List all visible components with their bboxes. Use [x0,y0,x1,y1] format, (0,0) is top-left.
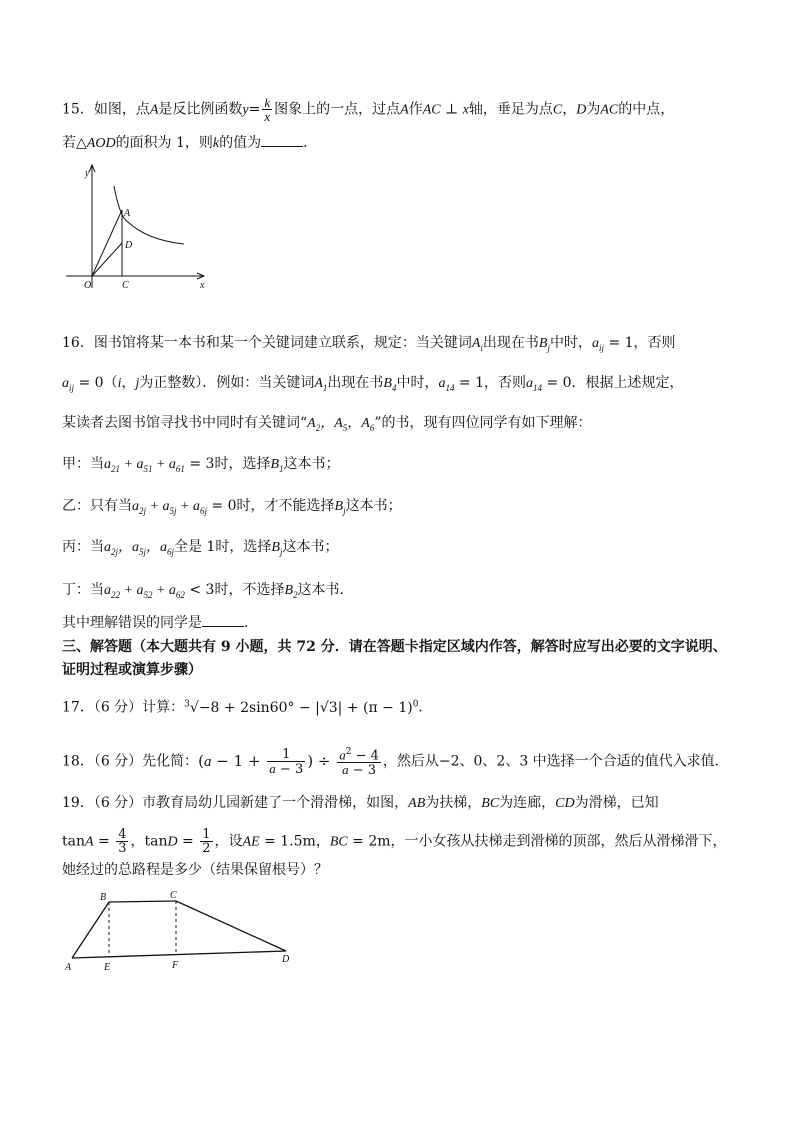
text: 16．图书馆将某一本书和某一个关键词建立联系，规定：当关键词 [62,335,472,351]
segment-OA [92,210,122,276]
math-D: D [167,834,178,850]
text: 时，才不能选择 [236,498,335,514]
segment-AB [72,902,109,958]
text: tan [144,833,168,850]
label-y: y [85,168,90,179]
q19-line2: tanA = $\frac{4}{3}$ ，tanD = $\frac{1}{2}$ ，设AE = 1.5m，BC = 2m，一小女孩从扶梯走到滑梯的顶部，然后从滑梯滑下， [62,827,727,856]
math-var: A [400,102,409,118]
math-i: i [117,376,122,391]
math-var: y [242,102,249,118]
q16-bing [62,537,338,562]
q19-line1 [62,793,659,814]
text: 如图，点 [93,101,150,118]
math-var: AC [600,102,619,118]
label-O: O [84,280,92,291]
q19-line3: 她经过的总路程是多少（结果保留根号）？ [62,862,328,878]
text: 是反比例函数 [158,101,243,118]
label-x: x [200,280,205,291]
text: 这本书． [297,582,354,598]
q16-yi: 乙：只有当$a_{2j} + a_{5j} + a_{6j} = 0$时，才不能选择$B_j$这本书； [62,498,402,516]
segment-AD [72,951,286,958]
text: ， [121,375,136,391]
math-yi-sum: $a_{2j} + a_{5j} + a_{6j}$ [132,499,207,516]
text: 的面积为 1，则 [115,135,213,151]
text: 中时， [549,335,592,351]
text: ， [562,101,577,118]
text: ，否则 [484,375,527,391]
fraction-k-over-x [262,96,272,123]
q17-expression: $^3√-8 + 2\sin 60^\circ - |√3| + (\pi - 1)^0$ [184,699,419,716]
math-B4: $B_4$ [383,376,397,393]
text: 其中理解错误的同学是 [62,615,202,631]
label-A: A [65,962,72,973]
text: ． [303,135,318,151]
q16-line2: $a_{ij} = 0(i$，j为正整数）．例如：当关键词$A_1$出现在书$B_4$中时，$a_{14} = 1$，否则$a_{14} = 0$．根据上述规定， [62,375,684,393]
text: 为正整数）．例如：当关键词 [139,375,315,391]
denominator: x [264,109,271,124]
text: 图象上的一点，过点 [274,101,401,118]
math-bing-list: $a_{2j}$，$a_{5j}$，$a_{6j}$ [104,540,175,557]
text: 为扶梯， [425,795,482,811]
label-B: B [100,892,107,903]
text: = 2m，一小女孩从扶梯走到滑梯的顶部，然后从滑梯滑下， [352,833,727,850]
math-var: C [552,102,563,118]
text: 轴，垂足为点 [468,101,553,118]
math-keywords: $A_2$，$A_5$，$A_6$ [307,416,375,433]
math-a14-eq-0: $a_{14}$ [526,376,543,393]
text: 为连廊， [499,795,556,811]
text: ． [244,615,258,631]
label-C: C [122,280,129,291]
q16-line3 [62,413,592,438]
math-op: ⊥ [445,101,459,118]
text: 出现在书 [327,375,384,391]
text: 乙：只有当 [62,498,132,514]
label-A: A [124,208,131,219]
text: 为 [586,101,601,118]
text: 这本书； [283,456,340,472]
math-A: A [85,834,94,850]
q19-figure [62,886,302,976]
text: ，然后从−2、0、2、3 中选择一个合适的值代入求值． [382,753,729,770]
segment-CD [176,901,286,951]
answer-blank [202,614,244,627]
text: 19．（6 分）市教育局幼儿园新建了一个滑滑梯，如图， [62,795,409,811]
math-Bj: $B_j$ [334,499,346,516]
text: = 1.5m， [264,833,330,850]
answer-blank [261,134,303,147]
numerator: k [264,95,271,110]
math-var: CD [555,796,575,811]
q16-jia: 甲：当$a_{21} + a_{51} + a_{61} = 3$时，选择$B_1$这本书； [62,456,340,474]
text: 17．（6 分）计算： [62,699,185,716]
math-ding-sum: $a_{22} + a_{52} + a_{62}$ [104,583,185,600]
math-var: k [212,136,220,151]
text: 作 [408,101,423,118]
text: 丙：当 [62,539,104,555]
math-var: AE [242,834,260,850]
text: 的值为 [219,135,262,151]
math-B2: $B_2$ [284,583,298,600]
math-var: x [462,102,469,118]
label-C: C [170,890,177,901]
q18-expression: (a − 1 + $\frac{1}{a - 3}$ ) ÷ $\frac{a^2 - 4}{a - 3}$ [198,746,379,779]
math-j: j [135,376,140,391]
text: 出现在书 [482,335,539,351]
q16-ding: 丁：当$a_{22} + a_{52} + a_{62} < 3$时，不选择$B_2$这本书． [62,582,354,600]
text: 时，选择 [214,456,271,472]
q16-last [62,613,258,633]
section3-heading-line1: 三、解答题（本大题共有 9 小题，共 72 分．请在答题卡指定区域内作答，解答时应写出必要的文字说明、 [62,639,727,655]
math-var: D [576,102,587,118]
text: 丁：当 [62,582,104,598]
segment-BC [109,901,176,902]
text: 18．（6 分）先化简： [62,753,199,770]
label-F: F [172,960,179,971]
text: 时，不选择 [214,582,285,598]
math-jia-sum: $a_{21} + a_{51} + a_{61}$ [104,457,185,474]
q15-line1 [62,96,674,123]
q17 [62,694,432,718]
text: ．根据上述规定， [571,375,684,391]
math-Ai: $A_i$ [471,336,483,353]
math-var: BC [481,796,500,811]
question-number: 15． [62,101,94,118]
section3-heading-line2: 证明过程或演算步骤） [62,662,202,678]
q18 [62,746,729,777]
math-Bj: $B_j$ [538,336,550,353]
text: ，否则 [633,335,676,351]
text: 这本书； [345,498,402,514]
math-var: AOD [86,136,116,151]
math-A1: $A_1$ [314,376,328,393]
text: 这本书； [282,539,339,555]
text: 的中点， [618,101,675,118]
text: ，设 [214,833,243,850]
math-var: AB [408,796,426,811]
fraction-1-2: $\frac{1}{2}$ [202,827,211,856]
label-E: E [104,962,111,973]
text: 全是 1时，选择 [174,539,272,555]
text: 为滑梯，已知 [574,795,659,811]
math-a14-eq-1: $a_{14}$ [438,376,455,393]
math-aij: $a_{ij}$ [62,376,75,393]
q15-figure [62,160,212,295]
text: 某读者去图书馆寻找书中同时有关键词“ [62,415,308,431]
math-aij-eq-1: $a_{ij}$ [591,336,604,353]
math-var: BC [329,834,348,850]
text: 甲：当 [62,456,104,472]
text: ”的书，现有四位同学有如下理解： [374,415,592,431]
math-B1: $B_1$ [270,457,284,474]
text: （ [103,375,118,391]
text: 若△ [62,135,87,151]
q16-line1: 16．图书馆将某一本书和某一个关键词建立联系，规定：当关键词$A_i$出现在书$B_j$中时，$a_{ij} = 1$，否则 [62,335,676,353]
segment-OD [92,243,122,276]
math-var: A [149,102,159,118]
math-var: AC [422,102,441,118]
label-D: D [282,954,290,965]
fraction-4-3: $\frac{4}{3}$ [118,827,127,856]
text: ． [418,699,433,716]
math-op: = [248,101,261,118]
label-D: D [125,240,133,251]
q15-line2 [62,133,317,154]
text: 中时， [396,375,439,391]
text: tan [62,833,85,850]
math-Bj: $B_j$ [271,540,283,557]
